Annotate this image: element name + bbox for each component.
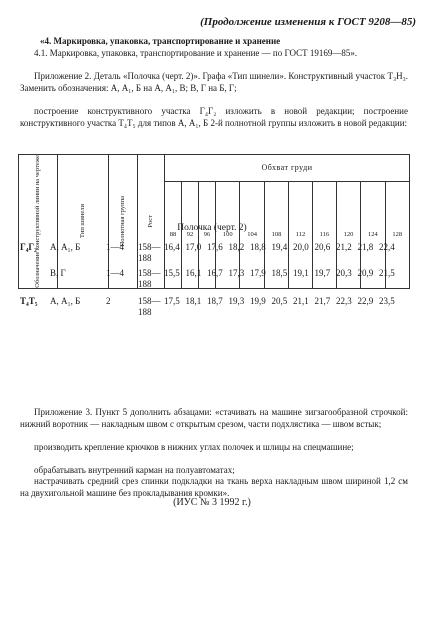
col-header-coat-type: Тип шинели bbox=[58, 155, 109, 289]
row-value-cell: 22,4 bbox=[379, 242, 395, 252]
row-value-cell: 20,5 bbox=[271, 296, 288, 306]
row-coat-type: А, А₁, Б bbox=[50, 296, 81, 306]
size-cell: 116 bbox=[312, 181, 336, 288]
paragraph-appendix-2: Приложение 2. Деталь «Полочка (черт. 2)». Графа «Тип шинели». Конструктивный участок Т₃Н₃. Заменить обозначения: А, А₁, Б на А, А₁, В; В, Г на Б, Г; bbox=[20, 71, 408, 93]
row-value-cell: 21,7 bbox=[314, 296, 331, 306]
paragraph-hooks: производить крепление крючков в нижних углах полочек и шлицы на спецмашине; bbox=[34, 442, 354, 452]
row-value-cell: 23,5 bbox=[379, 296, 395, 306]
col-header-line-designation: Обозначение конструктивной линии на чертеже bbox=[19, 155, 58, 289]
row-height-top: 158— bbox=[138, 242, 161, 252]
col-header-fullness-group: Полнотная группа bbox=[109, 155, 138, 289]
row-height-bottom: 188 bbox=[138, 253, 152, 263]
row-fullness-group: 1—4 bbox=[106, 268, 124, 278]
row-value-cell: 15,5 bbox=[164, 268, 180, 278]
row-value-cell: 16,7 bbox=[207, 268, 223, 278]
paragraph-back-seam: настрачивать средний срез спинки подкладки на ткань верха накладным швом шириной 1,2 см на двухигольной машине без прокладывания кромки». bbox=[20, 476, 408, 498]
row-height-bottom: 188 bbox=[138, 279, 152, 289]
row-value-cell: 17,5 bbox=[164, 296, 180, 306]
row-line-designation: Т₄Т₅ bbox=[20, 296, 38, 306]
row-value-cell: 20,3 bbox=[336, 268, 352, 278]
row-value-cell: 18,1 bbox=[185, 296, 202, 306]
row-value-cell: 18,7 bbox=[207, 296, 223, 306]
row-value-cell: 17,3 bbox=[228, 268, 245, 278]
size-cell: 112 bbox=[289, 181, 313, 288]
continuation-header: (Продолжение изменения к ГОСТ 9208—85) bbox=[200, 16, 416, 28]
size-cell: 124 bbox=[361, 181, 385, 288]
size-cell: 104 bbox=[240, 181, 264, 288]
row-coat-type: В, Г bbox=[50, 268, 66, 278]
size-cell: 100 bbox=[216, 181, 240, 288]
table-row bbox=[18, 242, 410, 266]
row-fullness-group: 2 bbox=[106, 296, 111, 306]
paragraph-4-1: 4.1. Маркировка, упаковка, транспортирование и хранение — по ГОСТ 19169—85». bbox=[34, 48, 358, 58]
row-fullness-group: 1—4 bbox=[106, 242, 124, 252]
row-value-cell: 18,2 bbox=[228, 242, 245, 252]
row-coat-type: А, А₁, Б bbox=[50, 242, 81, 252]
row-value-cell: 19,4 bbox=[271, 242, 288, 252]
col-header-height: Рост bbox=[138, 155, 165, 289]
row-height-top: 158— bbox=[138, 296, 161, 306]
row-value-cell: 22,3 bbox=[336, 296, 352, 306]
row-value-cell: 16,1 bbox=[185, 268, 202, 278]
row-value-cell: 17,9 bbox=[250, 268, 266, 278]
size-cell: 92 bbox=[182, 181, 199, 288]
size-cell: 120 bbox=[336, 181, 360, 288]
row-value-cell: 17,0 bbox=[185, 242, 202, 252]
row-value-cell: 19,9 bbox=[250, 296, 266, 306]
row-value-cell: 22,9 bbox=[357, 296, 374, 306]
row-value-cell: 20,0 bbox=[293, 242, 309, 252]
row-value-cell: 21,1 bbox=[293, 296, 309, 306]
paragraph-pocket: обрабатывать внутренний карман на полуавтоматах; bbox=[34, 465, 235, 475]
row-value-cell: 20,9 bbox=[357, 268, 374, 278]
row-value-cell: 21,2 bbox=[336, 242, 352, 252]
row-line-designation: Г₄Г₂ bbox=[20, 242, 37, 252]
col-header-chest-girth: Обхват груди bbox=[165, 155, 410, 182]
row-value-cell: 18,8 bbox=[250, 242, 266, 252]
table-row bbox=[18, 268, 410, 292]
size-cell: 128 bbox=[385, 181, 409, 288]
row-value-cell: 19,3 bbox=[228, 296, 245, 306]
row-value-cell: 19,7 bbox=[314, 268, 331, 278]
table-caption: Полочка (черт. 2) bbox=[177, 223, 247, 233]
row-value-cell: 18,5 bbox=[271, 268, 288, 278]
row-value-cell: 21,8 bbox=[357, 242, 374, 252]
row-value-cell: 17,6 bbox=[207, 242, 223, 252]
row-height-top: 158— bbox=[138, 268, 161, 278]
row-value-cell: 21,5 bbox=[379, 268, 395, 278]
paragraph-appendix-3: Приложение 3. Пункт 5 дополнить абзацами: «стачивать на машине зигзагообразной строчкой: нижний воротник — накладным швом с открытым срезом, части подхлястика — швом встык; bbox=[20, 407, 408, 429]
size-cell: 88 bbox=[165, 181, 182, 288]
row-height-bottom: 188 bbox=[138, 307, 152, 317]
section-heading: «4. Маркировка, упаковка, транспортирование и хранение bbox=[40, 36, 281, 46]
size-cell: 108 bbox=[264, 181, 288, 288]
row-value-cell: 20,6 bbox=[314, 242, 331, 252]
row-value-cell: 19,1 bbox=[293, 268, 309, 278]
ius-reference: (ИУС № 3 1992 г.) bbox=[173, 497, 251, 508]
size-cell: 96 bbox=[199, 181, 216, 288]
table-row bbox=[18, 296, 410, 320]
paragraph-construction: построение конструктивного участка Г₄Г₂ изложить в новой редакции; построение конструктивного участка Т₄Т₅ для типов А, А₁, Б 2-й полнотной группы изложить в новой редакции: bbox=[20, 106, 408, 128]
row-value-cell: 16,4 bbox=[164, 242, 180, 252]
